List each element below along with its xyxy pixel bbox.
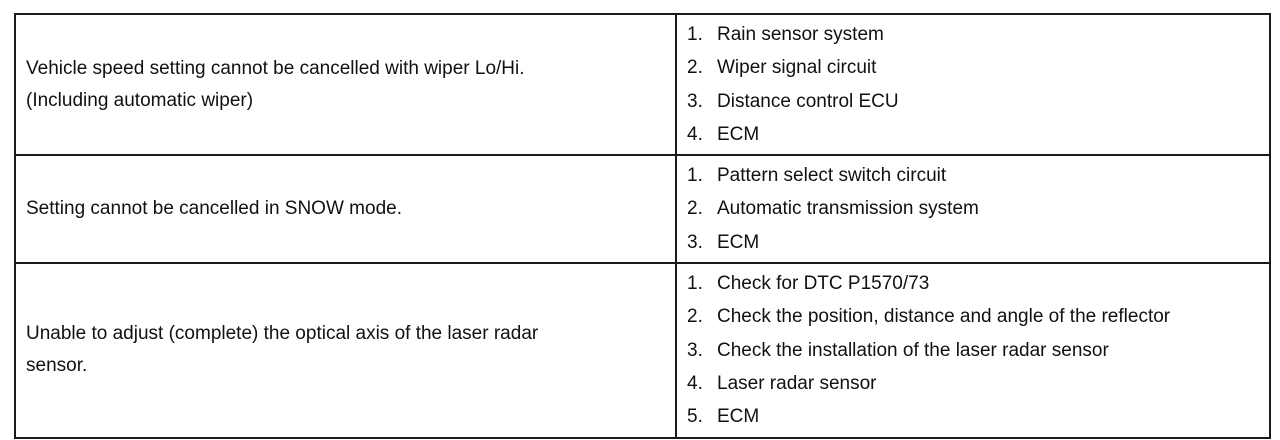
item-number: 3. [687, 90, 703, 112]
list-item [687, 400, 1269, 433]
item-number: 2. [687, 198, 703, 220]
item-number: 1. [687, 165, 703, 187]
item-number: 3. [687, 339, 703, 361]
item-number: 2. [687, 57, 703, 79]
list-item [687, 192, 1269, 225]
symptom-text: Vehicle speed setting cannot be cancelled with wiper Lo/Hi. [26, 57, 525, 79]
item-text: Distance control ECU [717, 90, 899, 112]
list-item [687, 226, 1269, 259]
item-number: 4. [687, 372, 703, 394]
symptom-cell [15, 14, 676, 155]
symptom-cell [15, 155, 676, 263]
table-row [15, 155, 1270, 263]
item-number: 3. [687, 231, 703, 253]
item-number: 4. [687, 123, 703, 145]
suspected-area-list [687, 159, 1269, 259]
item-text: Pattern select switch circuit [717, 165, 947, 187]
suspected-area-list [687, 267, 1269, 433]
item-text: Wiper signal circuit [717, 57, 877, 79]
suspected-areas-cell [676, 14, 1270, 155]
suspected-areas-cell [676, 155, 1270, 263]
list-item [687, 367, 1269, 400]
suspected-areas-cell [676, 263, 1270, 437]
item-text: Laser radar sensor [717, 372, 877, 394]
suspected-area-list [687, 18, 1269, 151]
item-text: ECM [717, 231, 760, 253]
list-item [687, 18, 1269, 51]
list-item [687, 51, 1269, 84]
item-number: 1. [687, 273, 703, 295]
list-item [687, 267, 1269, 300]
item-text: Rain sensor system [717, 24, 884, 45]
item-text: Check the position, distance and angle of the reflector [717, 306, 1171, 328]
item-text: ECM [717, 406, 760, 428]
list-item [687, 159, 1269, 192]
symptom-text: Unable to adjust (complete) the optical axis of the laser radar [26, 323, 539, 345]
item-text: Check the installation of the laser radar sensor [717, 339, 1109, 361]
symptom-text: (Including automatic wiper) [26, 89, 254, 111]
item-text: Check for DTC P1570/73 [717, 273, 930, 295]
symptom-cell [15, 263, 676, 437]
item-text: ECM [717, 123, 760, 145]
symptom-table [14, 13, 1271, 439]
list-item [687, 118, 1269, 151]
item-number: 2. [687, 306, 703, 328]
list-item [687, 300, 1269, 333]
symptom-text: sensor. [26, 355, 88, 377]
item-number: 5. [687, 406, 703, 428]
list-item [687, 334, 1269, 367]
item-number: 1. [687, 24, 703, 45]
symptom-text: Setting cannot be cancelled in SNOW mode. [26, 198, 402, 220]
item-text: Automatic transmission system [717, 198, 979, 220]
list-item [687, 85, 1269, 118]
table-row [15, 14, 1270, 155]
table-row [15, 263, 1270, 437]
